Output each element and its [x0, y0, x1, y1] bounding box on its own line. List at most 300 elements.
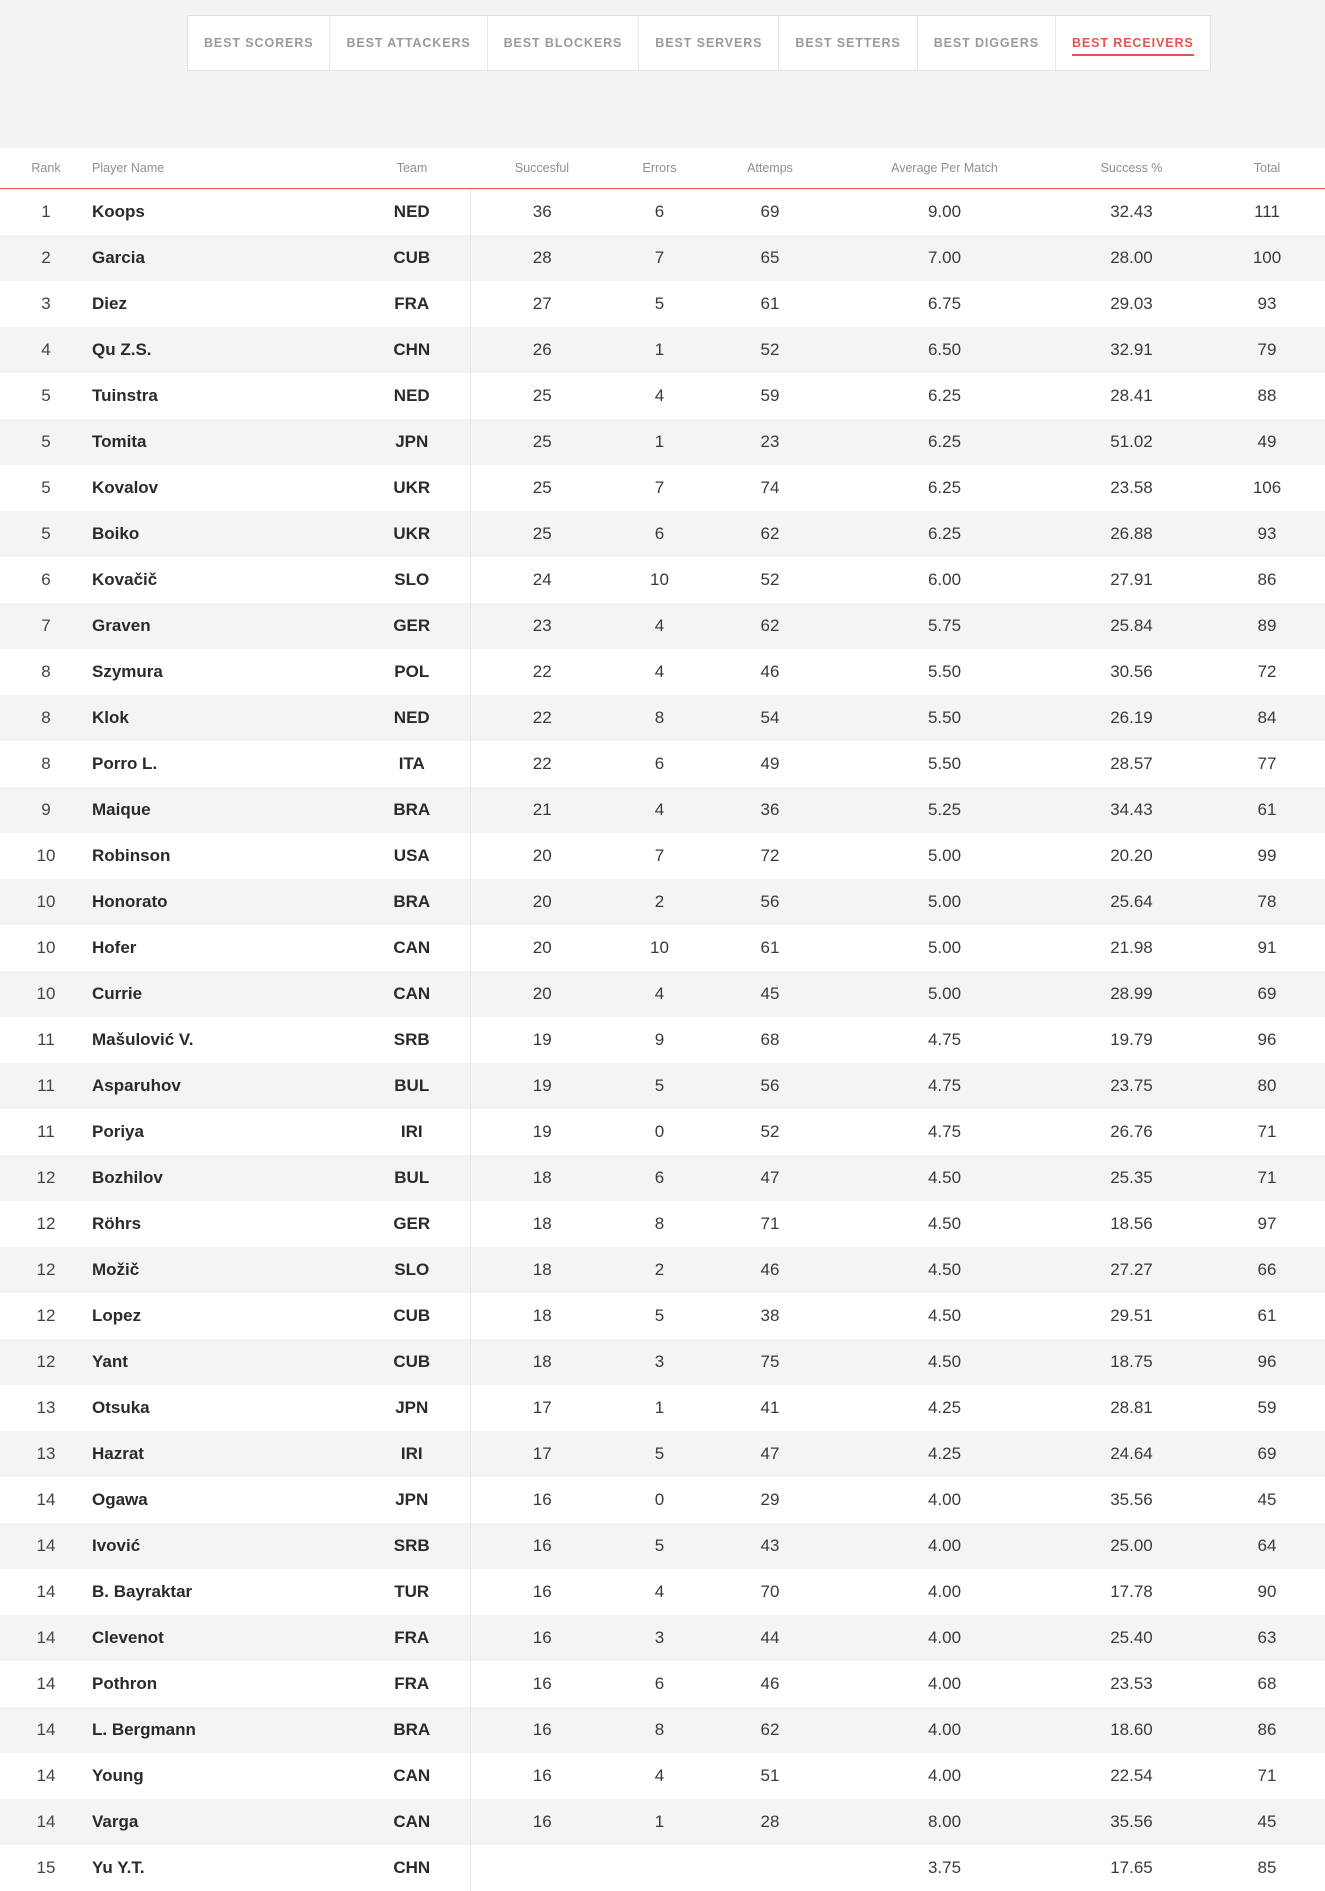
table-row[interactable] [0, 695, 1325, 741]
average-cell: 6.75 [835, 281, 1054, 327]
player-name-cell[interactable]: Robinson [92, 833, 354, 879]
total-cell: 79 [1209, 327, 1325, 373]
average-cell: 4.00 [835, 1615, 1054, 1661]
total-cell: 45 [1209, 1477, 1325, 1523]
errors-cell: 4 [614, 603, 705, 649]
attempts-cell: 62 [705, 511, 835, 557]
attempts-cell: 68 [705, 1017, 835, 1063]
rank-cell: 14 [0, 1615, 92, 1661]
errors-cell: 0 [614, 1477, 705, 1523]
attempts-cell: 52 [705, 1109, 835, 1155]
player-name-cell[interactable]: Yu Y.T. [92, 1845, 354, 1891]
total-cell: 90 [1209, 1569, 1325, 1615]
success-percent-cell: 29.03 [1054, 281, 1209, 327]
table-row[interactable] [0, 511, 1325, 557]
player-name-cell[interactable]: Young [92, 1753, 354, 1799]
success-percent-cell: 24.64 [1054, 1431, 1209, 1477]
team-cell: NED [354, 373, 470, 419]
errors-cell: 9 [614, 1017, 705, 1063]
table-row[interactable] [0, 1661, 1325, 1707]
total-cell: 80 [1209, 1063, 1325, 1109]
table-row[interactable] [0, 787, 1325, 833]
player-name-cell[interactable]: Možič [92, 1247, 354, 1293]
successful-cell: 16 [470, 1477, 614, 1523]
player-name-cell[interactable]: B. Bayraktar [92, 1569, 354, 1615]
player-name-cell[interactable]: Röhrs [92, 1201, 354, 1247]
successful-cell: 25 [470, 419, 614, 465]
rank-cell: 14 [0, 1523, 92, 1569]
team-cell: CUB [354, 235, 470, 281]
table-row[interactable] [0, 1753, 1325, 1799]
total-cell: 111 [1209, 189, 1325, 236]
rank-cell: 1 [0, 189, 92, 236]
success-percent-cell: 18.75 [1054, 1339, 1209, 1385]
tab-best-attackers[interactable]: BEST ATTACKERS [330, 16, 487, 70]
table-row[interactable] [0, 1293, 1325, 1339]
team-cell: GER [354, 603, 470, 649]
successful-cell: 18 [470, 1155, 614, 1201]
table-row[interactable] [0, 1431, 1325, 1477]
team-cell: CAN [354, 971, 470, 1017]
rank-cell: 11 [0, 1017, 92, 1063]
attempts-cell: 52 [705, 557, 835, 603]
success-percent-cell: 25.84 [1054, 603, 1209, 649]
attempts-cell: 47 [705, 1155, 835, 1201]
attempts-cell: 62 [705, 1707, 835, 1753]
total-cell: 63 [1209, 1615, 1325, 1661]
player-name-cell[interactable]: Currie [92, 971, 354, 1017]
attempts-cell: 56 [705, 1063, 835, 1109]
table-row[interactable] [0, 1017, 1325, 1063]
team-cell: CHN [354, 327, 470, 373]
total-cell: 96 [1209, 1017, 1325, 1063]
header-errors[interactable]: Errors [614, 148, 705, 189]
team-cell: FRA [354, 1615, 470, 1661]
average-cell: 7.00 [835, 235, 1054, 281]
team-cell: SRB [354, 1017, 470, 1063]
table-row[interactable] [0, 557, 1325, 603]
attempts-cell: 71 [705, 1201, 835, 1247]
player-name-cell[interactable]: Kovalov [92, 465, 354, 511]
average-cell: 4.50 [835, 1201, 1054, 1247]
header-success-percent[interactable]: Success % [1054, 148, 1209, 189]
average-cell: 4.00 [835, 1569, 1054, 1615]
total-cell: 100 [1209, 235, 1325, 281]
table-body [0, 189, 1325, 1891]
errors-cell: 10 [614, 557, 705, 603]
player-name-cell[interactable]: Qu Z.S. [92, 327, 354, 373]
team-cell: JPN [354, 1385, 470, 1431]
success-percent-cell: 17.65 [1054, 1845, 1209, 1891]
header-player-name[interactable]: Player Name [92, 148, 354, 189]
total-cell: 59 [1209, 1385, 1325, 1431]
player-name-cell[interactable]: Garcia [92, 235, 354, 281]
table-row[interactable] [0, 649, 1325, 695]
total-cell: 49 [1209, 419, 1325, 465]
errors-cell: 4 [614, 1753, 705, 1799]
team-cell: TUR [354, 1569, 470, 1615]
best-receivers-table [0, 148, 1325, 1891]
attempts-cell: 74 [705, 465, 835, 511]
attempts-cell: 62 [705, 603, 835, 649]
player-name-cell[interactable]: Varga [92, 1799, 354, 1845]
average-cell: 4.75 [835, 1017, 1054, 1063]
table-row[interactable] [0, 1615, 1325, 1661]
successful-cell: 23 [470, 603, 614, 649]
player-name-cell[interactable]: Bozhilov [92, 1155, 354, 1201]
total-cell: 99 [1209, 833, 1325, 879]
team-cell: BRA [354, 879, 470, 925]
average-cell: 5.00 [835, 833, 1054, 879]
errors-cell: 1 [614, 1385, 705, 1431]
successful-cell: 16 [470, 1661, 614, 1707]
team-cell: FRA [354, 1661, 470, 1707]
stats-category-tabs [187, 15, 1211, 71]
errors-cell: 7 [614, 235, 705, 281]
rank-cell: 10 [0, 971, 92, 1017]
successful-cell: 25 [470, 465, 614, 511]
successful-cell: 16 [470, 1799, 614, 1845]
player-name-cell[interactable]: Koops [92, 189, 354, 236]
team-cell: UKR [354, 465, 470, 511]
rank-cell: 10 [0, 833, 92, 879]
rank-cell: 2 [0, 235, 92, 281]
successful-cell: 19 [470, 1063, 614, 1109]
table-row[interactable] [0, 1339, 1325, 1385]
success-percent-cell: 29.51 [1054, 1293, 1209, 1339]
errors-cell: 1 [614, 1799, 705, 1845]
total-cell: 84 [1209, 695, 1325, 741]
success-percent-cell: 27.27 [1054, 1247, 1209, 1293]
rank-cell: 12 [0, 1339, 92, 1385]
errors-cell: 1 [614, 419, 705, 465]
rank-cell: 5 [0, 465, 92, 511]
attempts-cell: 61 [705, 281, 835, 327]
errors-cell: 4 [614, 971, 705, 1017]
player-name-cell[interactable]: Klok [92, 695, 354, 741]
table-row[interactable] [0, 373, 1325, 419]
successful-cell: 17 [470, 1385, 614, 1431]
team-cell: NED [354, 695, 470, 741]
errors-cell: 2 [614, 1247, 705, 1293]
average-cell: 5.50 [835, 695, 1054, 741]
team-cell: CAN [354, 925, 470, 971]
attempts-cell: 56 [705, 879, 835, 925]
errors-cell: 3 [614, 1339, 705, 1385]
player-name-cell[interactable]: Szymura [92, 649, 354, 695]
player-name-cell[interactable]: Hazrat [92, 1431, 354, 1477]
table-row[interactable] [0, 1155, 1325, 1201]
table-row[interactable] [0, 1845, 1325, 1891]
errors-cell: 5 [614, 1523, 705, 1569]
success-percent-cell: 28.00 [1054, 235, 1209, 281]
success-percent-cell: 35.56 [1054, 1477, 1209, 1523]
average-cell: 4.25 [835, 1431, 1054, 1477]
team-cell: POL [354, 649, 470, 695]
table-row[interactable] [0, 281, 1325, 327]
team-cell: FRA [354, 281, 470, 327]
tab-best-diggers[interactable]: BEST DIGGERS [918, 16, 1056, 70]
success-percent-cell: 28.99 [1054, 971, 1209, 1017]
total-cell: 106 [1209, 465, 1325, 511]
table-row[interactable] [0, 465, 1325, 511]
successful-cell: 17 [470, 1431, 614, 1477]
total-cell: 45 [1209, 1799, 1325, 1845]
successful-cell: 18 [470, 1339, 614, 1385]
table-row[interactable] [0, 189, 1325, 236]
player-name-cell[interactable]: Mašulović V. [92, 1017, 354, 1063]
average-cell: 4.00 [835, 1661, 1054, 1707]
average-cell: 5.25 [835, 787, 1054, 833]
rank-cell: 11 [0, 1109, 92, 1155]
tab-best-scorers[interactable]: BEST SCORERS [188, 16, 330, 70]
success-percent-cell: 28.57 [1054, 741, 1209, 787]
average-cell: 4.25 [835, 1385, 1054, 1431]
team-cell: NED [354, 189, 470, 236]
average-cell: 5.75 [835, 603, 1054, 649]
table-row[interactable] [0, 1201, 1325, 1247]
average-cell: 4.00 [835, 1523, 1054, 1569]
attempts-cell: 65 [705, 235, 835, 281]
rank-cell: 8 [0, 649, 92, 695]
rank-cell: 12 [0, 1201, 92, 1247]
rank-cell: 3 [0, 281, 92, 327]
attempts-cell [705, 1845, 835, 1891]
attempts-cell: 46 [705, 649, 835, 695]
successful-cell: 19 [470, 1017, 614, 1063]
player-name-cell[interactable]: Lopez [92, 1293, 354, 1339]
average-cell: 5.50 [835, 741, 1054, 787]
team-cell: JPN [354, 419, 470, 465]
header-team[interactable]: Team [354, 148, 470, 189]
player-name-cell[interactable]: Pothron [92, 1661, 354, 1707]
average-cell: 4.50 [835, 1293, 1054, 1339]
rank-cell: 7 [0, 603, 92, 649]
errors-cell: 3 [614, 1615, 705, 1661]
success-percent-cell: 21.98 [1054, 925, 1209, 971]
team-cell: SLO [354, 557, 470, 603]
team-cell: SLO [354, 1247, 470, 1293]
errors-cell: 4 [614, 787, 705, 833]
rank-cell: 10 [0, 879, 92, 925]
average-cell: 4.00 [835, 1477, 1054, 1523]
total-cell: 96 [1209, 1339, 1325, 1385]
success-percent-cell: 51.02 [1054, 419, 1209, 465]
player-name-cell[interactable]: Asparuhov [92, 1063, 354, 1109]
attempts-cell: 72 [705, 833, 835, 879]
total-cell: 85 [1209, 1845, 1325, 1891]
total-cell: 64 [1209, 1523, 1325, 1569]
table-row[interactable] [0, 603, 1325, 649]
attempts-cell: 75 [705, 1339, 835, 1385]
success-percent-cell: 34.43 [1054, 787, 1209, 833]
total-cell: 97 [1209, 1201, 1325, 1247]
rank-cell: 12 [0, 1155, 92, 1201]
rank-cell: 11 [0, 1063, 92, 1109]
team-cell: UKR [354, 511, 470, 557]
errors-cell: 8 [614, 695, 705, 741]
team-cell: IRI [354, 1431, 470, 1477]
player-name-cell[interactable]: Honorato [92, 879, 354, 925]
success-percent-cell: 23.75 [1054, 1063, 1209, 1109]
table-header-row [0, 148, 1325, 189]
success-percent-cell: 20.20 [1054, 833, 1209, 879]
total-cell: 61 [1209, 787, 1325, 833]
successful-cell: 20 [470, 971, 614, 1017]
successful-cell: 16 [470, 1523, 614, 1569]
table-row[interactable] [0, 419, 1325, 465]
table-row[interactable] [0, 741, 1325, 787]
average-cell: 5.00 [835, 925, 1054, 971]
errors-cell: 0 [614, 1109, 705, 1155]
rank-cell: 5 [0, 419, 92, 465]
player-name-cell[interactable]: Ivović [92, 1523, 354, 1569]
total-cell: 66 [1209, 1247, 1325, 1293]
average-cell: 6.25 [835, 419, 1054, 465]
total-cell: 86 [1209, 557, 1325, 603]
average-cell: 6.25 [835, 465, 1054, 511]
attempts-cell: 52 [705, 327, 835, 373]
average-cell: 6.25 [835, 373, 1054, 419]
attempts-cell: 41 [705, 1385, 835, 1431]
team-cell: CHN [354, 1845, 470, 1891]
table-row[interactable] [0, 925, 1325, 971]
team-cell: BRA [354, 1707, 470, 1753]
success-percent-cell: 25.64 [1054, 879, 1209, 925]
table-row[interactable] [0, 1385, 1325, 1431]
table-row[interactable] [0, 1707, 1325, 1753]
average-cell: 4.50 [835, 1247, 1054, 1293]
table-row[interactable] [0, 971, 1325, 1017]
success-percent-cell: 26.19 [1054, 695, 1209, 741]
average-cell: 4.75 [835, 1063, 1054, 1109]
player-name-cell[interactable]: Yant [92, 1339, 354, 1385]
average-cell: 5.00 [835, 971, 1054, 1017]
rank-cell: 12 [0, 1247, 92, 1293]
success-percent-cell: 19.79 [1054, 1017, 1209, 1063]
player-name-cell[interactable]: Tuinstra [92, 373, 354, 419]
header-successful[interactable]: Succesful [470, 148, 614, 189]
rank-cell: 14 [0, 1569, 92, 1615]
player-name-cell[interactable]: Hofer [92, 925, 354, 971]
header-total[interactable]: Total [1209, 148, 1325, 189]
team-cell: ITA [354, 741, 470, 787]
header-attempts[interactable]: Attemps [705, 148, 835, 189]
player-name-cell[interactable]: Porro L. [92, 741, 354, 787]
attempts-cell: 23 [705, 419, 835, 465]
success-percent-cell: 32.91 [1054, 327, 1209, 373]
header-rank[interactable]: Rank [0, 148, 92, 189]
attempts-cell: 28 [705, 1799, 835, 1845]
player-name-cell[interactable]: Diez [92, 281, 354, 327]
header-average-per-match[interactable]: Average Per Match [835, 148, 1054, 189]
tab-best-receivers[interactable]: BEST RECEIVERS [1056, 16, 1210, 70]
total-cell: 71 [1209, 1109, 1325, 1155]
total-cell: 69 [1209, 971, 1325, 1017]
table-row[interactable] [0, 833, 1325, 879]
success-percent-cell: 18.56 [1054, 1201, 1209, 1247]
success-percent-cell: 26.88 [1054, 511, 1209, 557]
successful-cell: 26 [470, 327, 614, 373]
table-row[interactable] [0, 1569, 1325, 1615]
table-row[interactable] [0, 1063, 1325, 1109]
errors-cell: 4 [614, 1569, 705, 1615]
total-cell: 72 [1209, 649, 1325, 695]
average-cell: 4.50 [835, 1155, 1054, 1201]
table-row[interactable] [0, 235, 1325, 281]
rank-cell: 10 [0, 925, 92, 971]
player-name-cell[interactable]: Boiko [92, 511, 354, 557]
player-name-cell[interactable]: Ogawa [92, 1477, 354, 1523]
rank-cell: 14 [0, 1799, 92, 1845]
player-name-cell[interactable]: L. Bergmann [92, 1707, 354, 1753]
player-name-cell[interactable]: Graven [92, 603, 354, 649]
table-row[interactable] [0, 1247, 1325, 1293]
attempts-cell: 54 [705, 695, 835, 741]
tab-best-setters[interactable]: BEST SETTERS [779, 16, 917, 70]
team-cell: CUB [354, 1293, 470, 1339]
rank-cell: 14 [0, 1661, 92, 1707]
success-percent-cell: 26.76 [1054, 1109, 1209, 1155]
success-percent-cell: 27.91 [1054, 557, 1209, 603]
successful-cell: 36 [470, 189, 614, 236]
player-name-cell[interactable]: Poriya [92, 1109, 354, 1155]
table-row[interactable] [0, 1477, 1325, 1523]
total-cell: 93 [1209, 281, 1325, 327]
player-name-cell[interactable]: Otsuka [92, 1385, 354, 1431]
success-percent-cell: 25.40 [1054, 1615, 1209, 1661]
total-cell: 89 [1209, 603, 1325, 649]
table-row[interactable] [0, 1523, 1325, 1569]
average-cell: 4.00 [835, 1753, 1054, 1799]
player-name-cell[interactable]: Maique [92, 787, 354, 833]
player-name-cell[interactable]: Kovačič [92, 557, 354, 603]
player-name-cell[interactable]: Tomita [92, 419, 354, 465]
team-cell: CUB [354, 1339, 470, 1385]
table-row[interactable] [0, 1109, 1325, 1155]
table-row[interactable] [0, 879, 1325, 925]
tab-best-blockers[interactable]: BEST BLOCKERS [488, 16, 640, 70]
team-cell: BUL [354, 1155, 470, 1201]
team-cell: CAN [354, 1753, 470, 1799]
errors-cell: 7 [614, 833, 705, 879]
rank-cell: 5 [0, 511, 92, 557]
player-name-cell[interactable]: Clevenot [92, 1615, 354, 1661]
total-cell: 88 [1209, 373, 1325, 419]
successful-cell: 20 [470, 833, 614, 879]
successful-cell: 27 [470, 281, 614, 327]
successful-cell: 22 [470, 649, 614, 695]
average-cell: 5.50 [835, 649, 1054, 695]
tab-best-servers[interactable]: BEST SERVERS [639, 16, 779, 70]
errors-cell: 10 [614, 925, 705, 971]
rank-cell: 13 [0, 1385, 92, 1431]
rank-cell: 8 [0, 741, 92, 787]
table-row[interactable] [0, 1799, 1325, 1845]
errors-cell: 5 [614, 281, 705, 327]
successful-cell: 19 [470, 1109, 614, 1155]
attempts-cell: 46 [705, 1661, 835, 1707]
success-percent-cell: 35.56 [1054, 1799, 1209, 1845]
success-percent-cell: 30.56 [1054, 649, 1209, 695]
success-percent-cell: 28.41 [1054, 373, 1209, 419]
attempts-cell: 59 [705, 373, 835, 419]
total-cell: 71 [1209, 1753, 1325, 1799]
total-cell: 77 [1209, 741, 1325, 787]
attempts-cell: 44 [705, 1615, 835, 1661]
table-row[interactable] [0, 327, 1325, 373]
attempts-cell: 46 [705, 1247, 835, 1293]
